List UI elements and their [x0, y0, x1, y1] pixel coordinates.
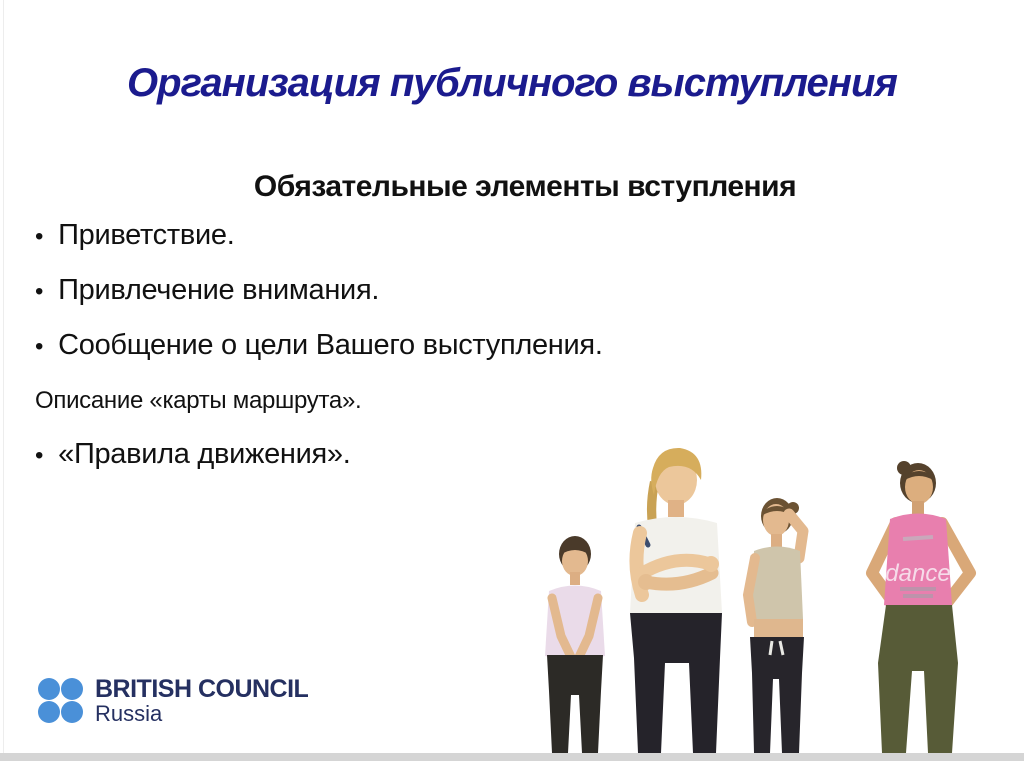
logo-text — [95, 676, 308, 726]
list-item — [35, 330, 675, 362]
logo-dot — [38, 701, 60, 723]
woman-figure-front-blonde — [630, 448, 722, 753]
logo-dot — [61, 678, 83, 700]
photo-of-four-women — [500, 423, 1024, 753]
bullet-icon: • — [35, 278, 44, 305]
logo-region: Russia — [95, 701, 163, 727]
woman-figure-right-dance — [872, 461, 970, 753]
list-item — [35, 220, 675, 252]
slide-edge-line — [3, 0, 4, 761]
british-council-logo — [38, 676, 308, 726]
woman-figure-mid-right — [748, 498, 804, 753]
slide-bottom-bar — [0, 753, 1024, 761]
list-item — [35, 385, 675, 416]
logo-dot — [61, 701, 83, 723]
shirt-text: dance — [885, 560, 951, 587]
list-item — [35, 275, 675, 307]
bullet-text: Сообщение о цели Вашего выступления. — [58, 329, 603, 361]
logo-org-name: BRITISH COUNCIL — [95, 675, 309, 703]
woman-figure-back-left — [545, 536, 605, 753]
logo-dots-icon — [38, 678, 84, 724]
bullet-icon: • — [35, 333, 44, 360]
slide-title: Организация публичного выступления — [127, 60, 897, 105]
bullet-text: «Правила движения». — [58, 438, 351, 470]
bullet-icon: • — [35, 223, 44, 250]
slide-subtitle: Обязательные элементы вступления — [253, 170, 797, 203]
bullet-text: Приветствие. — [58, 219, 235, 251]
bullet-text: Привлечение внимания. — [58, 274, 380, 306]
bullet-icon: • — [35, 442, 44, 469]
logo-dot — [38, 678, 60, 700]
bullet-icon: Описание «карты маршрута». — [35, 387, 362, 414]
